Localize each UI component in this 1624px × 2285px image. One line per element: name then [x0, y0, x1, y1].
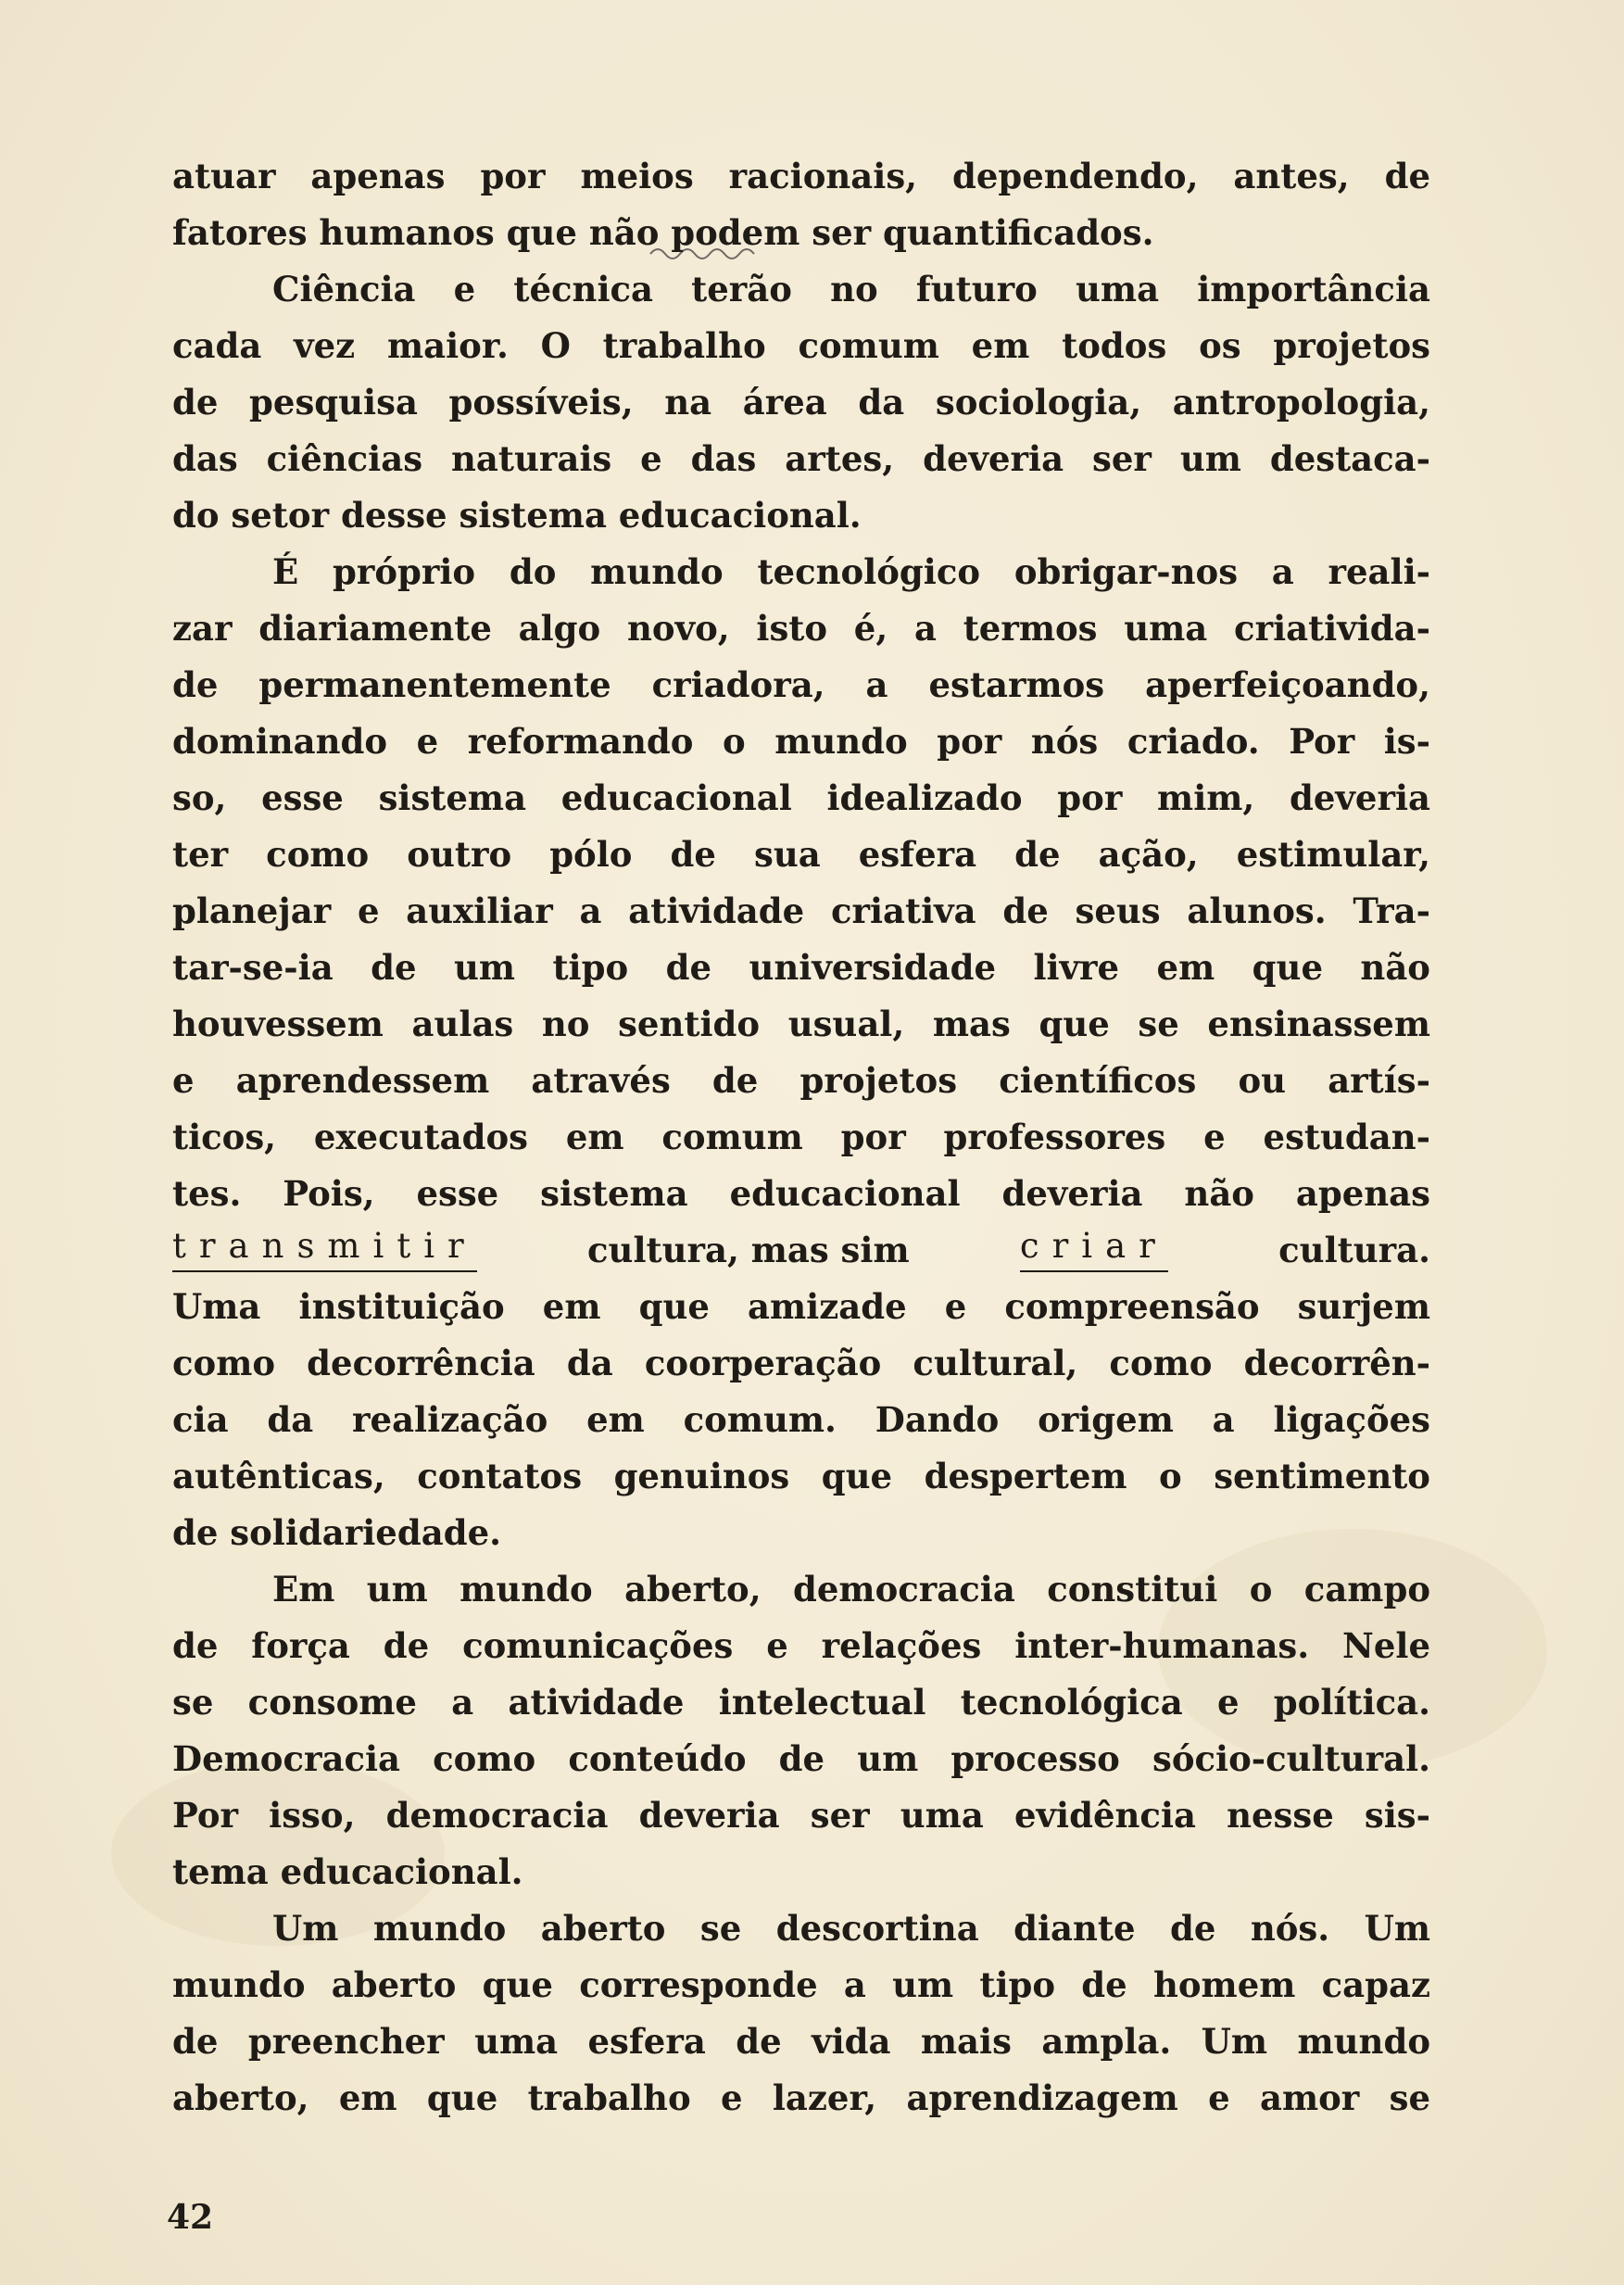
- text-line: houvessem aulas no sentido usual, mas que se ensinassem: [172, 1004, 1430, 1044]
- text-line: do setor desse sistema educacional.: [172, 495, 862, 536]
- text-line: de força de comunicações e relações inter-humanas. Nele: [172, 1625, 1430, 1666]
- text-line: tes. Pois, esse sistema educacional deveria não apenas: [172, 1173, 1430, 1214]
- text-line: Uma instituição em que amizade e compreensão surjem: [172, 1286, 1430, 1327]
- text-line: e aprendessem através de projetos científicos ou artís-: [172, 1060, 1430, 1101]
- emphasis-end-text: cultura.: [1278, 1230, 1430, 1270]
- text-line: Por isso, democracia deveria ser uma evidência nesse sis-: [172, 1795, 1430, 1836]
- body-text: [172, 148, 1430, 2127]
- text-line: tema educacional.: [172, 1851, 523, 1892]
- text-line: de preencher uma esfera de vida mais ampla. Um mundo: [172, 2021, 1430, 2062]
- text-line: autênticas, contatos genuinos que despertem o sentimento: [172, 1456, 1430, 1496]
- text-line: Um mundo aberto se descortina diante de nós. Um: [272, 1908, 1430, 1949]
- text-line: de solidariedade.: [172, 1512, 501, 1553]
- emphasis-word-transmitir: transmitir: [172, 1226, 477, 1272]
- text-line: Em um mundo aberto, democracia constitui o campo: [272, 1569, 1430, 1610]
- text-line: Democracia como conteúdo de um processo sócio-cultural.: [172, 1738, 1430, 1779]
- text-line: de permanentemente criadora, a estarmos aperfeiçoando,: [172, 664, 1430, 705]
- text-line: como decorrência da coorperação cultural, como decorrên-: [172, 1343, 1430, 1383]
- text-line: É próprio do mundo tecnológico obrigar-nos a reali-: [272, 551, 1430, 592]
- text-line: das ciências naturais e das artes, deveria ser um destaca-: [172, 438, 1430, 479]
- text-line: fatores humanos que não podem ser quantificados.: [172, 212, 1154, 253]
- text-line: mundo aberto que corresponde a um tipo de homem capaz: [172, 1964, 1430, 2005]
- text-line: tar-se-ia de um tipo de universidade livre em que não: [172, 947, 1430, 988]
- text-line: de pesquisa possíveis, na área da sociologia, antropologia,: [172, 382, 1430, 423]
- text-line: ter como outro pólo de sua esfera de ação, estimular,: [172, 834, 1430, 875]
- text-line: se consome a atividade intelectual tecnológica e política.: [172, 1682, 1430, 1723]
- text-line: cia da realização em comum. Dando origem a ligações: [172, 1399, 1430, 1440]
- text-line: atuar apenas por meios racionais, dependendo, antes, de: [172, 156, 1430, 196]
- page-number: 42: [167, 2198, 214, 2237]
- text-line: Ciência e técnica terão no futuro uma importância: [272, 269, 1430, 309]
- text-line: aberto, em que trabalho e lazer, aprendizagem e amor se: [172, 2077, 1430, 2118]
- text-line: dominando e reformando o mundo por nós criado. Por is-: [172, 721, 1430, 762]
- emphasis-line: [172, 1222, 1430, 1279]
- text-line: zar diariamente algo novo, isto é, a termos uma criativida-: [172, 608, 1430, 649]
- text-line: planejar e auxiliar a atividade criativa de seus alunos. Tra-: [172, 890, 1430, 931]
- emphasis-middle-text: cultura, mas sim: [587, 1230, 910, 1270]
- text-line: ticos, executados em comum por professores e estudan-: [172, 1117, 1430, 1157]
- text-line: so, esse sistema educacional idealizado por mim, deveria: [172, 777, 1430, 818]
- emphasis-word-criar: criar: [1020, 1226, 1168, 1272]
- text-line: cada vez maior. O trabalho comum em todos os projetos: [172, 325, 1430, 366]
